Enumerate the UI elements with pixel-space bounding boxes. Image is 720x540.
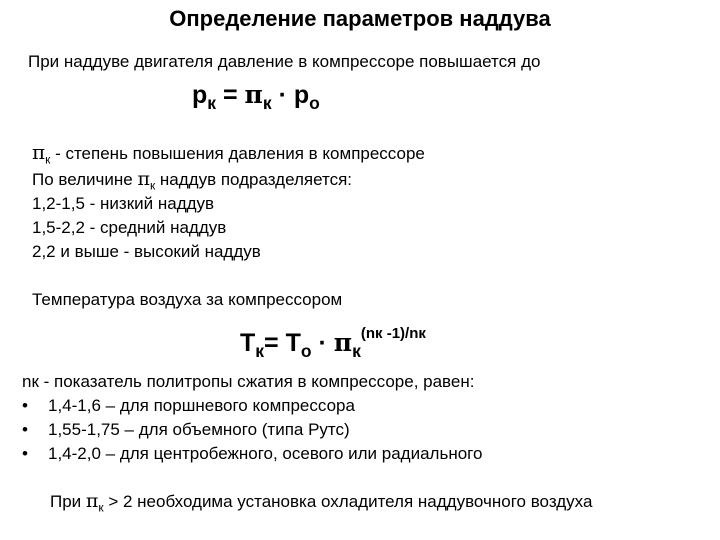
pi-symbol: π [32,140,46,164]
cooler-suffix: > 2 необходима установка охладителя наддувочного воздуха [103,492,593,511]
pi-symbol: π [85,490,99,512]
polytropic-definition: nк - показатель политропы сжатия в компрессоре, равен: [22,372,475,391]
intro-text: При наддуве двигателя давление в компрессоре повышается до [28,52,541,71]
list-item [22,420,350,440]
page-title: Определение параметров наддува [169,6,551,31]
classification-suffix: наддув подразделяется: [155,170,353,189]
p-symbol: p [192,81,208,109]
t-symbol: T [240,329,256,357]
equals-sign: = [264,329,286,357]
list-item [22,396,355,416]
p0-subscript: o [309,93,320,113]
list-item [22,444,482,464]
p-subscript: к [207,93,217,113]
p0-symbol: p [293,81,310,109]
pi-subscript: к [98,500,104,515]
bullet: • [22,420,28,439]
pi-definition [32,140,425,166]
classification-prefix: По величине [32,170,138,189]
classification-intro [32,168,352,192]
pi-symbol: π [244,80,263,109]
bullet: • [22,444,28,463]
pi-subscript: к [262,93,272,113]
equals-sign: = [216,81,245,109]
pi-subscript: к [352,341,361,361]
range-low: 1,2-1,5 - низкий наддув [32,194,215,213]
bullet: • [22,396,28,415]
t0-symbol: T [285,329,301,357]
cooler-note [50,490,592,514]
pi-subscript: к [149,178,156,193]
pressure-formula [192,80,320,114]
list-item-text: 1,4-1,6 – для поршневого компрессора [48,396,355,415]
temperature-label: Температура воздуха за компрессором [32,290,343,309]
pi-subscript: к [45,152,51,167]
range-medium: 1,5-2,2 - средний наддув [32,218,227,237]
multiply-dot: · [271,81,294,109]
temperature-formula [240,324,426,362]
t0-subscript: o [300,341,312,361]
pi-symbol: π [333,328,353,357]
multiply-dot: · [311,329,334,357]
pi-definition-text: - степень повышения давления в компрессоре [50,144,425,163]
pi-symbol: π [137,168,150,190]
cooler-prefix: При [50,492,86,511]
t-subscript: к [255,341,265,361]
list-item-text: 1,55-1,75 – для объемного (типа Рутс) [48,420,350,439]
list-item-text: 1,4-2,0 – для центробежного, осевого или радиального [48,444,483,463]
exponent: (nк -1)/nк [360,324,426,342]
range-high: 2,2 и выше - высокий наддув [32,242,261,261]
